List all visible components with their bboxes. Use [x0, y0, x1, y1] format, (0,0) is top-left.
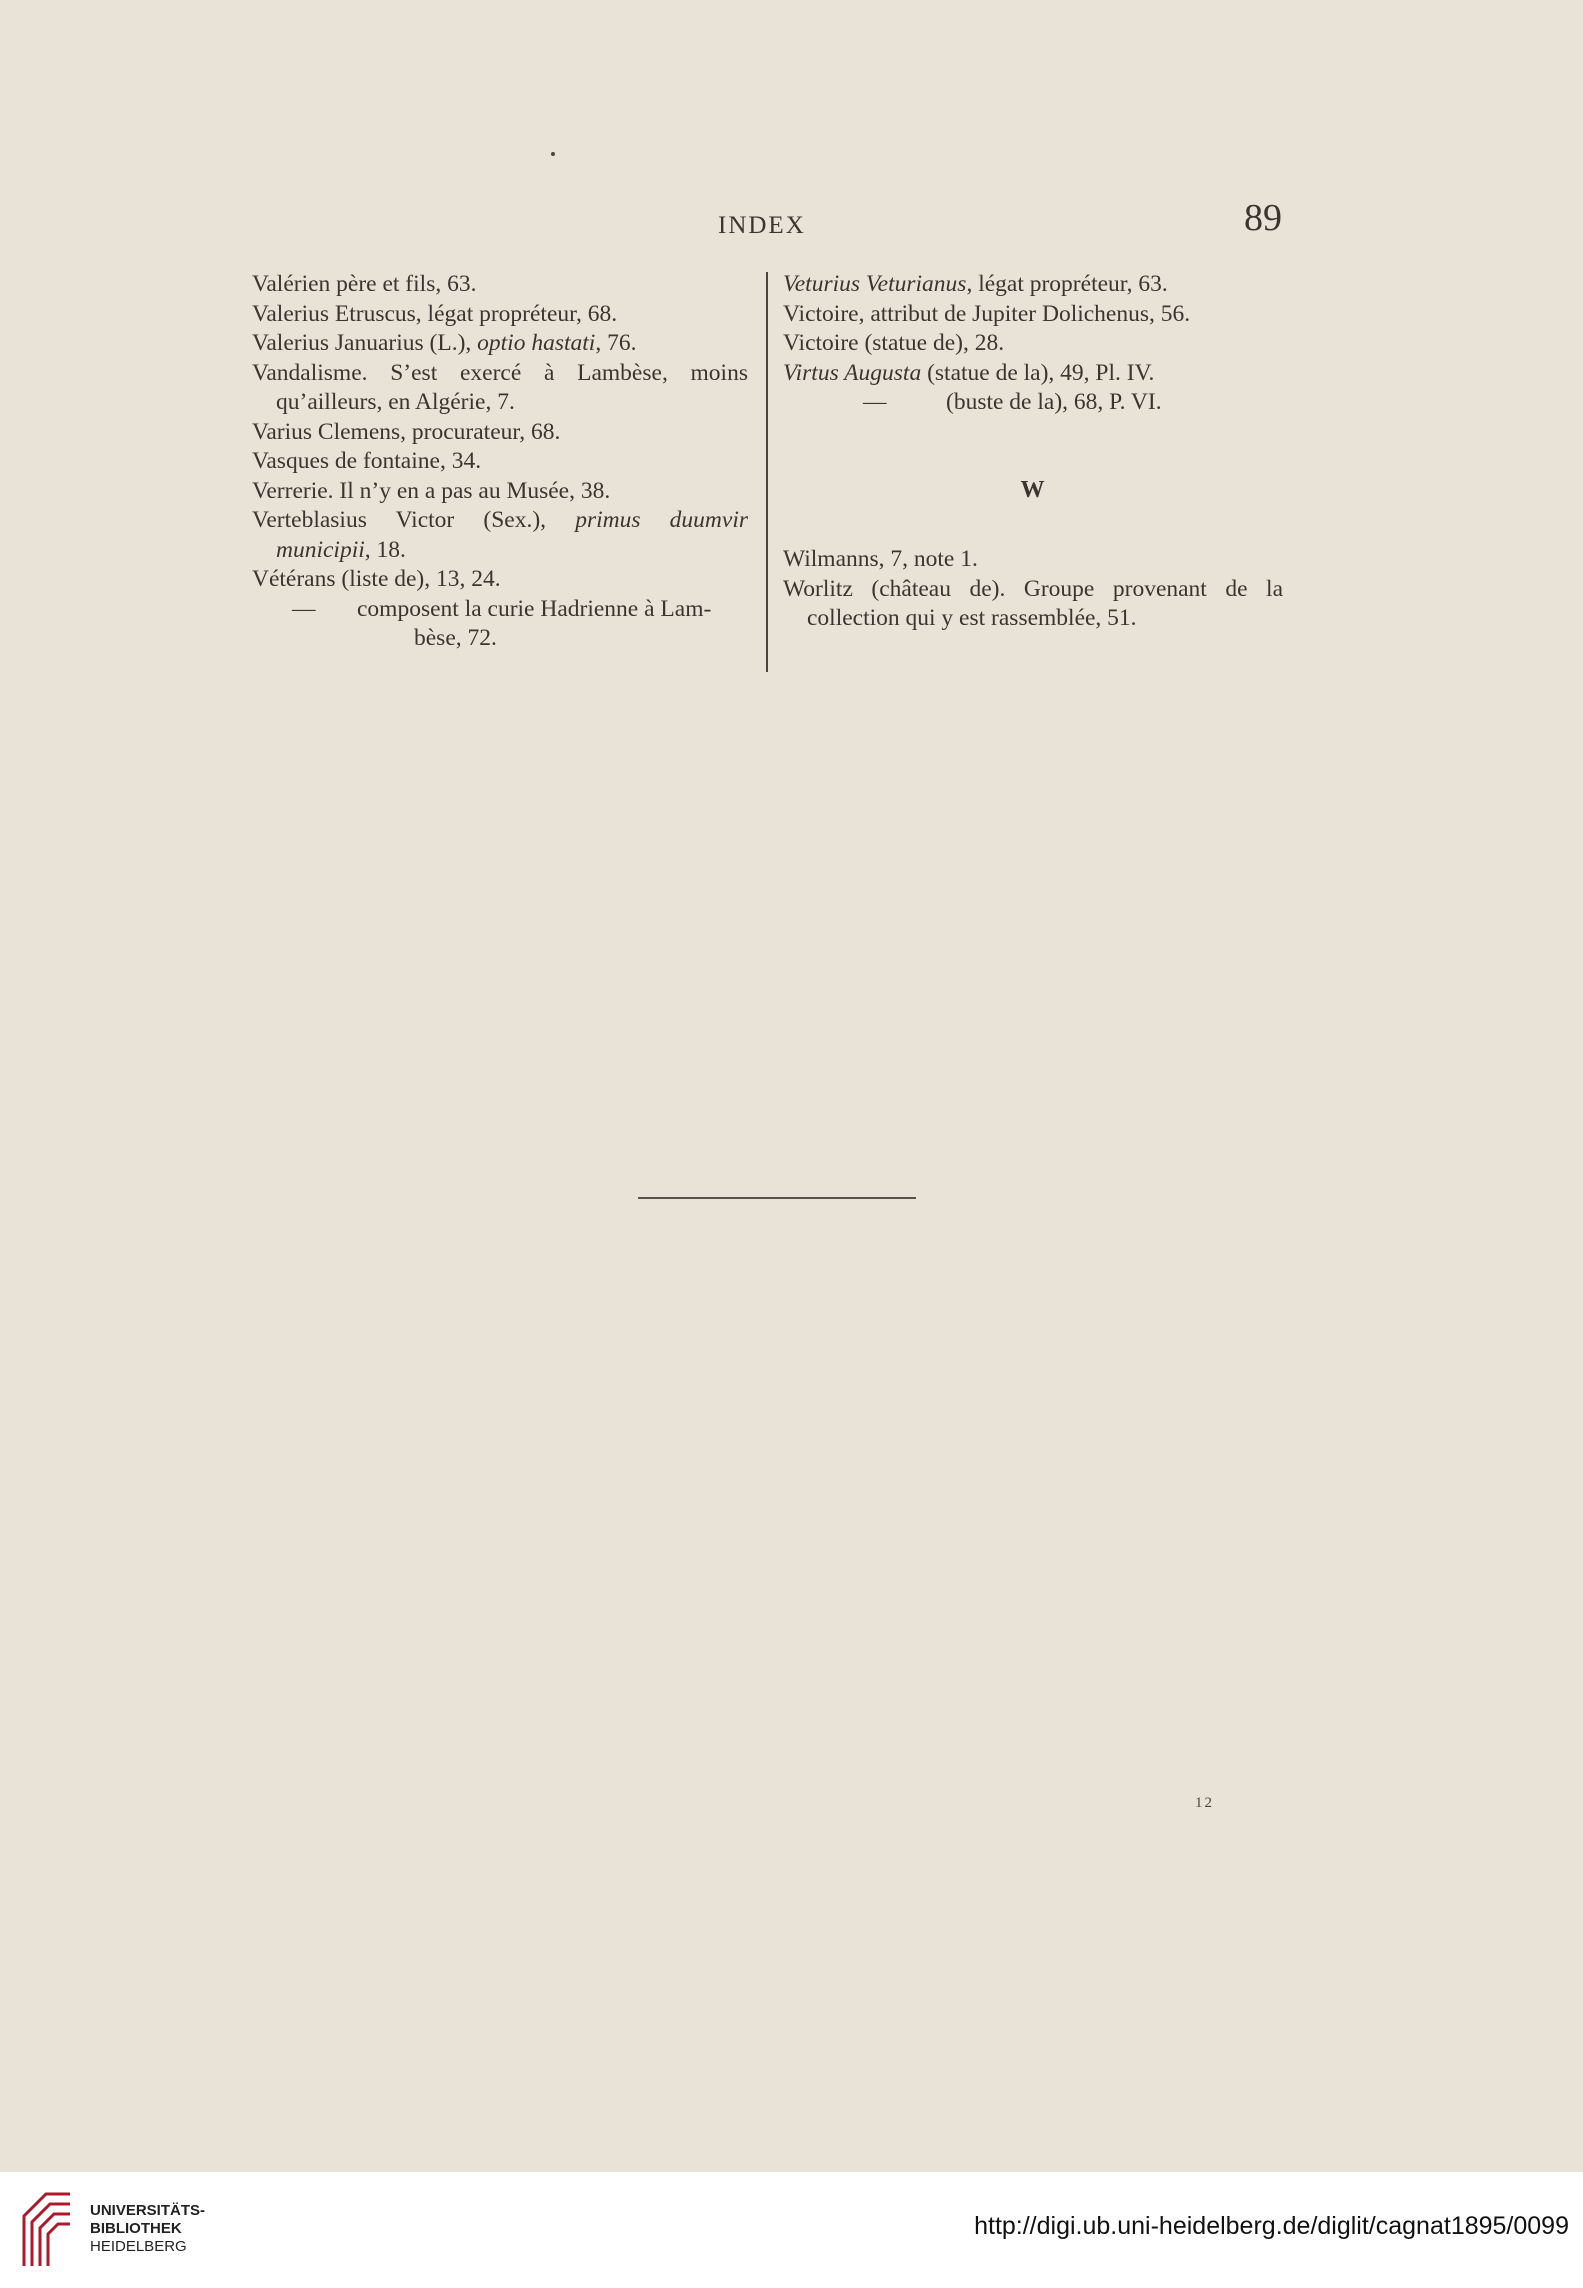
index-entry: Varius Clemens, procurateur, 68.: [252, 418, 561, 445]
subentry-text: (buste de la), 68, P. VI.: [946, 389, 1162, 415]
index-entry: [783, 359, 1283, 389]
index-column-right: [783, 270, 1283, 634]
index-subentry: [783, 388, 1283, 418]
footer-bar: [0, 2172, 1583, 2288]
index-entry: Victoire, attribut de Jupiter Dolichenus, 56.: [783, 300, 1191, 327]
ink-dot: [551, 152, 555, 156]
entry-text: (statue de la), 49, Pl. IV.: [921, 359, 1155, 386]
signature-mark: 12: [1195, 1795, 1214, 1811]
entry-italic: Virtus Augusta: [783, 359, 922, 386]
running-title: INDEX: [718, 212, 806, 239]
index-entry: Victoire (statue de), 28.: [783, 330, 1005, 356]
index-subentry: [252, 595, 748, 654]
index-entry: Vasques de fontaine, 34.: [252, 448, 482, 474]
index-entry: Worlitz (château de). Groupe provenant de la collection qui y est rassemblée, 51.: [783, 575, 1283, 631]
logo-line: UNIVERSITÄTS-: [90, 2202, 206, 2219]
entry-text: , 76.: [595, 330, 637, 356]
end-rule: [638, 1197, 916, 1199]
entry-italic: Veturius Veturianus: [783, 271, 967, 297]
page-number: 89: [1244, 197, 1282, 239]
index-entry: [783, 270, 1283, 300]
index-column-left: [252, 270, 748, 654]
entry-text: , 18.: [364, 536, 406, 563]
index-entry: [252, 506, 748, 565]
logo-line: BIBLIOTHEK: [90, 2220, 182, 2237]
entry-italic: primus duumvir municipii: [276, 507, 748, 563]
index-entry: Vétérans (liste de), 13, 24.: [252, 566, 501, 592]
column-divider: [766, 272, 768, 672]
index-entry: Valerius Etruscus, légat propréteur, 68.: [252, 300, 618, 327]
index-entry: Verrerie. Il n’y en a pas au Musée, 38.: [252, 477, 611, 504]
subentry-text: composent la curie Hadrienne à Lam-: [357, 595, 712, 622]
index-entry: Valérien père et fils, 63.: [252, 271, 477, 297]
entry-text: Valerius Januarius (L.),: [252, 330, 478, 356]
index-entry: [252, 329, 748, 359]
entry-italic: optio hastati: [477, 330, 596, 356]
permalink-url[interactable]: http://digi.ub.uni-heidelberg.de/diglit/cagnat1895/0099: [974, 2212, 1569, 2240]
ditto-dash: —: [863, 389, 887, 415]
index-entry: Vandalisme. S’est exercé à Lambèse, moins qu’ailleurs, en Algérie, 7.: [252, 359, 748, 415]
letter-heading: W: [1020, 476, 1046, 503]
entry-text: Verteblasius Victor (Sex.),: [252, 507, 576, 533]
logo-line: HEIDELBERG: [90, 2238, 187, 2255]
library-logo-text[interactable]: [90, 2202, 205, 2256]
index-entry: Wilmanns, 7, note 1.: [783, 546, 978, 572]
entry-text: , légat propréteur, 63.: [966, 271, 1168, 297]
library-logo-icon[interactable]: [18, 2186, 76, 2272]
subentry-text: bèse, 72.: [414, 625, 497, 651]
ditto-dash: —: [292, 595, 316, 622]
